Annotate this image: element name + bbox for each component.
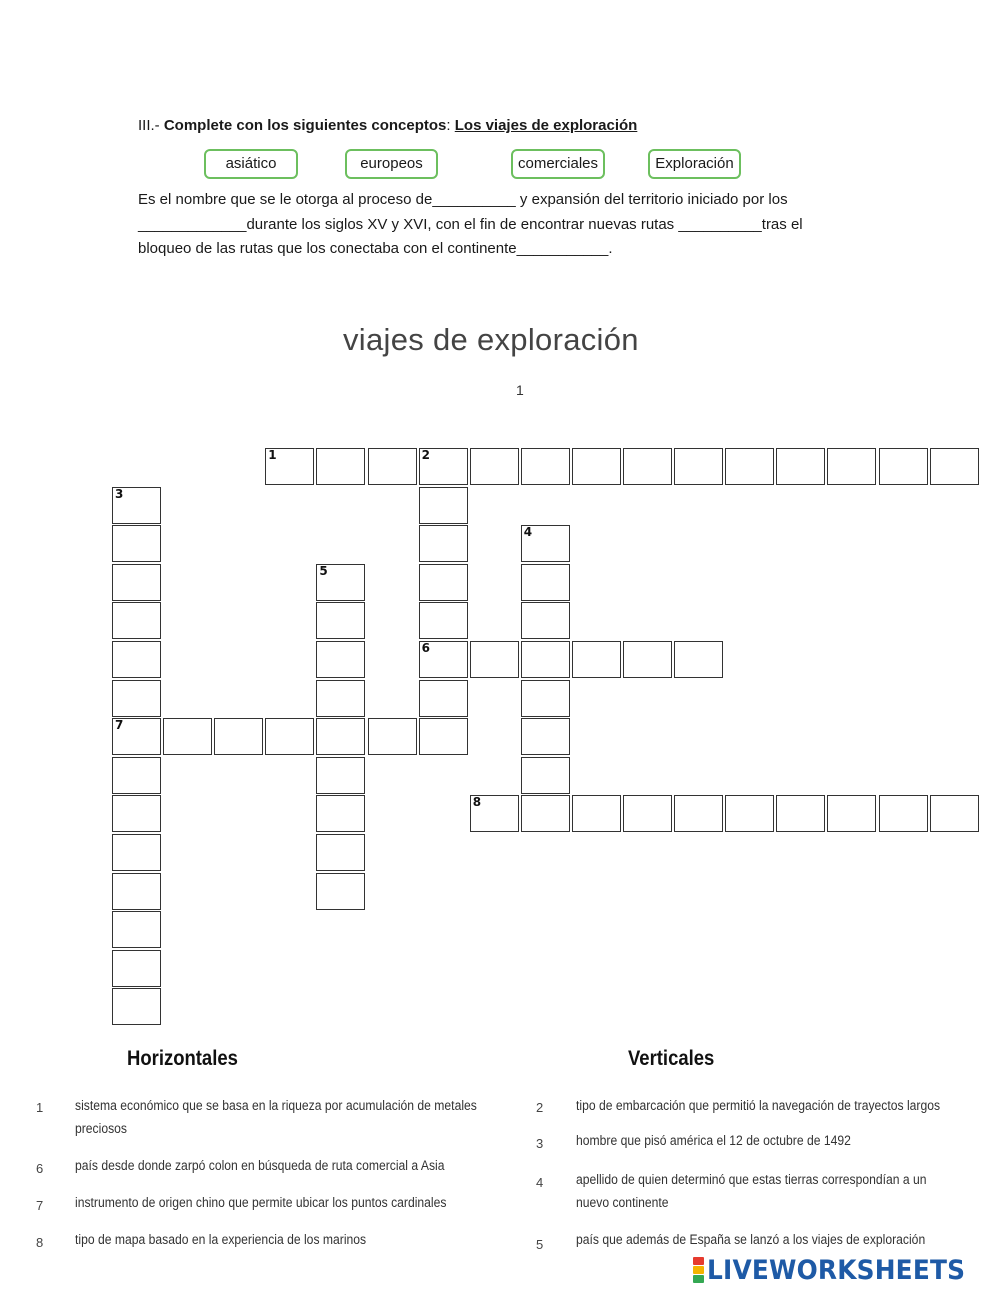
crossword-cell[interactable] [827,795,876,832]
clue-text: país desde donde zarpó colon en búsqueda de ruta comercial a Asia [75,1158,445,1173]
crossword-cell[interactable] [112,911,161,948]
crossword-clue-number: 8 [472,795,482,810]
crossword-cell[interactable] [572,795,621,832]
crossword-clue-number: 1 [268,448,277,462]
crossword-cell[interactable] [419,602,468,639]
crossword-cell[interactable] [112,718,161,755]
crossword-cell[interactable] [674,795,723,832]
crossword-cell[interactable] [112,834,161,871]
crossword-cell[interactable] [316,448,365,485]
crossword-cell[interactable] [316,564,365,601]
crossword-cell[interactable] [316,602,365,639]
clue-text: hombre que pisó américa el 12 de octubre de 1492 [576,1133,851,1148]
crossword-cell[interactable] [368,448,417,485]
crossword-cell[interactable] [623,448,672,485]
paragraph-line: Es el nombre que se le otorga al proceso de__________ y expansión del territorio iniciado por los [138,191,788,208]
instruction-text: Complete con los siguientes conceptos [163,117,447,134]
clue-number: 5 [536,1237,544,1252]
section-number: III.- [138,117,164,134]
crossword-cell[interactable] [572,448,621,485]
clue-number: 4 [536,1175,544,1190]
word-bank-item[interactable]: asiático [204,149,298,179]
crossword-cell[interactable] [112,757,161,794]
crossword-cell[interactable] [419,525,468,562]
crossword-cell[interactable] [470,795,519,832]
clue-number: 3 [536,1136,544,1151]
crossword-cell[interactable] [521,525,570,562]
clue-number: 6 [36,1161,44,1176]
logo-mark-icon [693,1257,704,1283]
crossword-cell[interactable] [521,641,570,678]
crossword-cell[interactable] [674,448,723,485]
crossword-cell[interactable] [776,448,825,485]
crossword-cell[interactable] [316,757,365,794]
crossword-cell[interactable] [674,641,723,678]
clue-number: 8 [36,1235,44,1250]
crossword-cell[interactable] [470,641,519,678]
crossword-cell[interactable] [419,564,468,601]
word-bank-item[interactable]: comerciales [511,149,605,179]
crossword-cell[interactable] [623,641,672,678]
crossword-clue-number: 5 [319,563,328,578]
clue-number: 1 [36,1100,44,1115]
crossword-cell[interactable] [879,448,928,485]
crossword-cell[interactable] [112,873,161,910]
crossword-cell[interactable] [879,795,928,832]
crossword-clue-number: 6 [421,641,430,655]
paragraph-line: _____________durante los siglos XV y XVI, con el fin de encontrar nuevas rutas __________tras el [138,215,803,233]
crossword-cell[interactable] [163,718,212,755]
crossword-subtitle-number: 1 [516,382,524,398]
word-bank-item[interactable]: europeos [345,149,438,179]
clue-number: 2 [536,1100,544,1115]
horizontal-heading: Horizontales [127,1047,238,1070]
clue-text: tipo de embarcación que permitió la navegación de trayectos largos [576,1098,941,1113]
clue-number: 7 [36,1198,44,1213]
crossword-clue-number: 4 [523,525,533,540]
crossword-cell[interactable] [419,718,468,755]
crossword-cell[interactable] [930,795,979,832]
crossword-cell[interactable] [316,834,365,871]
crossword-cell[interactable] [419,448,468,485]
crossword-cell[interactable] [112,602,161,639]
crossword-cell[interactable] [827,448,876,485]
crossword-cell[interactable] [112,795,161,832]
crossword-cell[interactable] [419,487,468,524]
crossword-cell[interactable] [112,564,161,601]
crossword-cell[interactable] [265,718,314,755]
clue-text: tipo de mapa basado en la experiencia de los marinos [75,1232,367,1247]
crossword-cell[interactable] [265,448,314,485]
crossword-clue-number: 3 [115,486,124,501]
crossword-clue-number: 7 [115,718,124,733]
liveworksheets-logo [693,1254,988,1286]
crossword-cell[interactable] [112,988,161,1025]
crossword-cell[interactable] [316,873,365,910]
crossword-cell[interactable] [470,448,519,485]
crossword-cell[interactable] [316,718,365,755]
crossword-cell[interactable] [316,795,365,832]
crossword-cell[interactable] [368,718,417,755]
crossword-cell[interactable] [112,950,161,987]
crossword-cell[interactable] [521,564,570,601]
crossword-title: viajes de exploración [343,322,639,357]
crossword-cell[interactable] [112,641,161,678]
clue-text: instrumento de origen chino que permite ubicar los puntos cardinales [75,1195,447,1210]
word-bank-item[interactable]: Exploración [648,149,741,179]
crossword-cell[interactable] [776,795,825,832]
crossword-cell[interactable] [521,718,570,755]
crossword-cell[interactable] [112,680,161,717]
crossword-cell[interactable] [521,448,570,485]
logo-text: LIVEWORKSHEETS [707,1254,966,1286]
crossword-clue-number: 2 [421,448,430,462]
crossword-cell[interactable] [930,448,979,485]
crossword-cell[interactable] [316,641,365,678]
crossword-cell[interactable] [419,641,468,678]
crossword-cell[interactable] [521,795,570,832]
instruction-colon: : [446,117,455,134]
vertical-heading: Verticales [628,1047,715,1070]
crossword-cell[interactable] [725,448,774,485]
crossword-cell[interactable] [725,795,774,832]
clue-text: apellido de quien determinó que estas tierras correspondían a un nuevo continente [576,1172,927,1210]
crossword-cell[interactable] [623,795,672,832]
paragraph-line: bloqueo de las rutas que los conectaba con el continente___________. [138,240,613,257]
topic-title: Los viajes de exploración [454,117,638,134]
crossword-cell[interactable] [214,718,263,755]
clue-text: país que además de España se lanzó a los viajes de exploración [576,1232,926,1247]
clue-text: sistema económico que se basa en la riqueza por acumulación de metales preciosos [75,1098,477,1136]
crossword-cell[interactable] [572,641,621,678]
crossword-cell[interactable] [419,680,468,717]
crossword-cell[interactable] [112,487,161,524]
crossword-cell[interactable] [521,680,570,717]
crossword-cell[interactable] [112,525,161,562]
crossword-cell[interactable] [521,757,570,794]
crossword-cell[interactable] [521,602,570,639]
crossword-cell[interactable] [316,680,365,717]
